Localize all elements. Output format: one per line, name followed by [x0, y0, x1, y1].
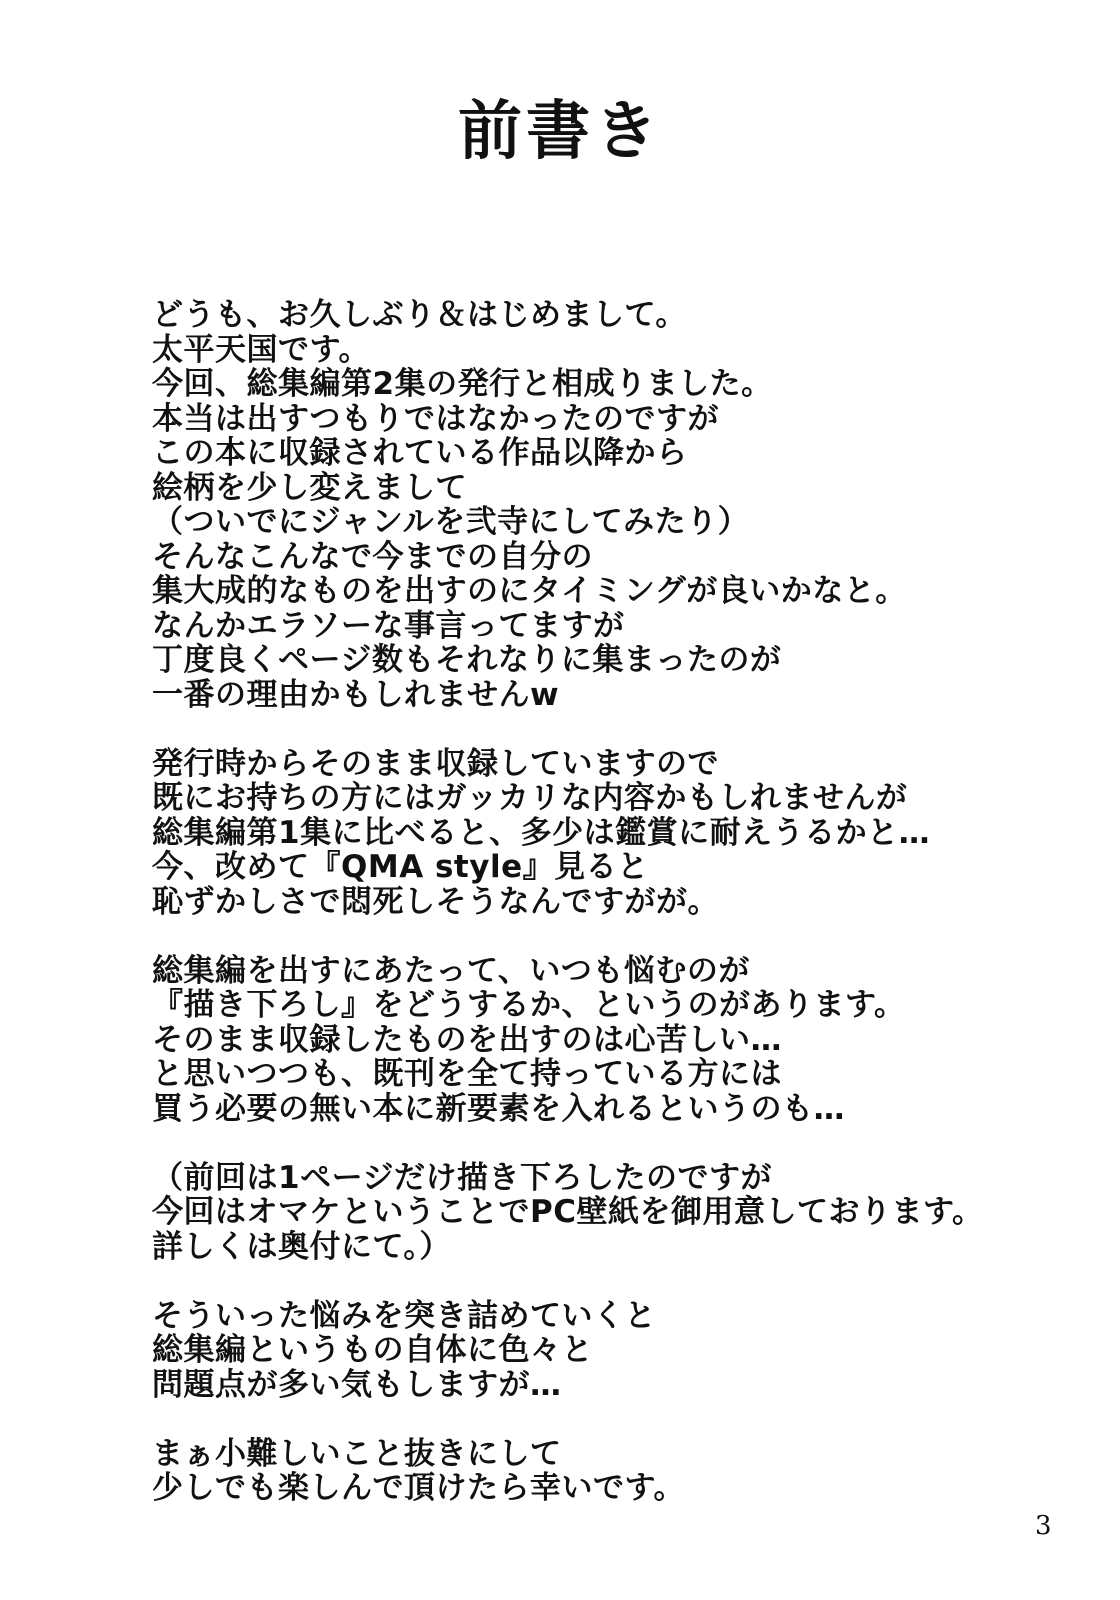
paragraph-gap	[152, 712, 1052, 747]
page-title: 前書き	[458, 95, 662, 169]
paragraph-gap	[152, 1264, 1052, 1299]
text-line: 少しでも楽しんで頂けたら幸いです。	[152, 1470, 686, 1506]
paragraph	[152, 747, 1052, 920]
text-line: 総集編というもの自体に色々と	[152, 1332, 593, 1368]
text-line: 買う必要の無い本に新要素を入れるというのも…	[152, 1090, 845, 1127]
page-number: 3	[1035, 1511, 1052, 1541]
paragraph-gap	[152, 1402, 1052, 1437]
text-line: 詳しくは奥付にて。）	[152, 1228, 451, 1265]
text-line: と思いつつも、既刊を全て持っている方には	[152, 1056, 782, 1092]
text-line: 恥ずかしさで悶死しそうなんですがが。	[152, 883, 719, 920]
text-line: なんかエラソーな事言ってますが	[152, 607, 625, 644]
text-line: 今、改めて『QMA style』見ると	[152, 849, 649, 885]
paragraph	[152, 954, 1052, 1127]
text-line: 一番の理由かもしれませんw	[152, 676, 560, 713]
text-line: 絵柄を少し変えまして	[152, 469, 467, 506]
text-line: まぁ小難しいこと抜きにして	[152, 1435, 562, 1472]
paragraph	[152, 298, 1052, 712]
text-line: 総集編第1集に比べると、多少は鑑賞に耐えうるかと…	[152, 814, 931, 851]
text-line: 今回、総集編第2集の発行と相成りました。	[152, 366, 773, 402]
text-line: この本に収録されている作品以降から	[152, 435, 688, 471]
paragraph	[152, 1299, 1052, 1403]
text-line: 発行時からそのまま収録していますので	[152, 745, 719, 782]
text-line: 問題点が多い気もしますが…	[152, 1366, 562, 1403]
text-line: そういった悩みを突き詰めていくと	[152, 1297, 656, 1334]
paragraph	[152, 1161, 1052, 1265]
text-line: 『描き下ろし』をどうするか、というのがあります。	[152, 987, 906, 1023]
preface-body	[152, 298, 1052, 1506]
text-line: 本当は出すつもりではなかったのですが	[152, 400, 719, 437]
text-line: （前回は1ページだけ描き下ろしたのですが	[152, 1159, 772, 1196]
text-line: 総集編を出すにあたって、いつも悩むのが	[152, 952, 750, 989]
paragraph-gap	[152, 1126, 1052, 1161]
text-line: （ついでにジャンルを弐寺にしてみたり）	[152, 504, 750, 540]
paragraph	[152, 1437, 1052, 1506]
text-line: そんなこんなで今までの自分の	[152, 538, 593, 575]
text-line: 集大成的なものを出すのにタイミングが良いかなと。	[152, 573, 907, 609]
text-line: 丁度良くページ数もそれなりに集まったのが	[152, 642, 782, 678]
text-line: どうも、お久しぶり＆はじめまして。	[152, 297, 687, 333]
text-line: そのまま収録したものを出すのは心苦しい…	[152, 1021, 782, 1058]
text-line: 既にお持ちの方にはガッカリな内容かもしれませんが	[152, 780, 908, 816]
text-line: 太平天国です。	[152, 331, 371, 368]
text-line: 今回はオマケということでPC壁紙を御用意しております。	[152, 1194, 984, 1230]
paragraph-gap	[152, 919, 1052, 954]
